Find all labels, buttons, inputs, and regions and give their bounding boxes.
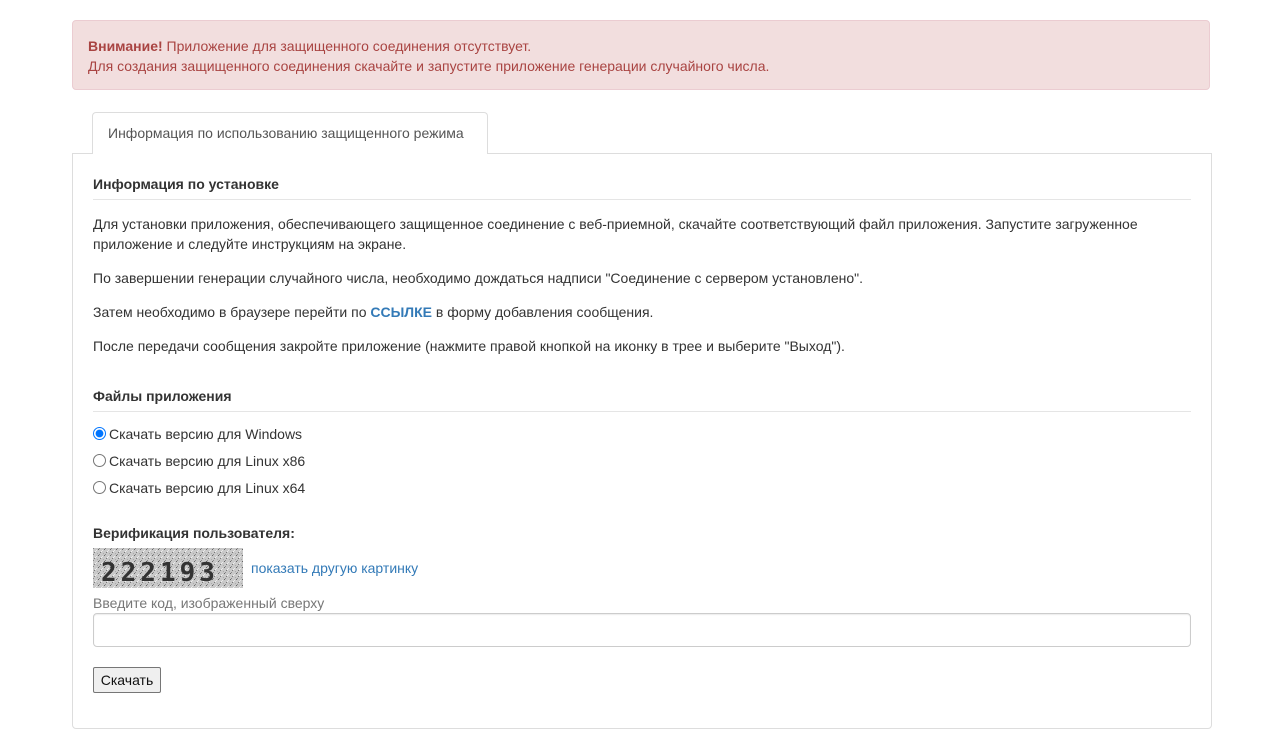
install-heading: Информация по установке [93,176,279,192]
install-divider [93,199,1191,200]
captcha-text: 222193 [101,558,219,588]
para3-text-before: Затем необходимо в браузере перейти по [93,304,371,320]
files-divider [93,411,1191,412]
captcha-input-label: Введите код, изображенный сверху [93,595,325,611]
download-button[interactable]: Скачать [93,667,161,693]
captcha-image [93,548,243,588]
radio-linux-x64-label: Скачать версию для Linux x64 [109,480,306,496]
radio-linux-x86[interactable] [93,454,106,467]
alert-message: Приложение для защищенного соединения отсутствует. [166,38,532,54]
alert-instruction: Для создания защищенного соединения скачайте и запустите приложение генерации случайного числа. [88,58,770,74]
radio-option-linux-x64[interactable] [93,478,305,498]
radio-option-windows[interactable] [93,424,302,444]
radio-windows[interactable] [93,427,106,440]
refresh-captcha-link[interactable]: показать другую картинку [251,560,419,576]
form-link[interactable]: ССЫЛКЕ [370,304,433,320]
radio-windows-label: Скачать версию для Windows [109,426,303,442]
tab-usage-info[interactable]: Информация по использованию защищенного режима [92,112,488,154]
install-para-3 [93,302,1191,322]
radio-linux-x64[interactable] [93,481,106,494]
install-para-4: После передачи сообщения закройте приложение (нажмите правой кнопкой на иконку в трее и выберите "Выход"). [93,338,845,354]
radio-linux-x86-label: Скачать версию для Linux x86 [109,453,306,469]
verify-heading: Верификация пользователя: [93,525,295,541]
captcha-input[interactable] [93,613,1191,647]
radio-option-linux-x86[interactable] [93,451,305,471]
files-heading: Файлы приложения [93,388,232,404]
warning-alert [72,20,1210,90]
alert-title: Внимание! [88,38,163,54]
para3-text-after: в форму добавления сообщения. [432,304,654,320]
install-para-1: Для установки приложения, обеспечивающего защищенное соединение с веб-приемной, скачайте соответствующий файл приложения. Запустите загруженное приложение и следуйте инструкциям на экране. [93,216,1138,252]
install-para-2: По завершении генерации случайного числа, необходимо дождаться надписи "Соединение с сервером установлено". [93,270,864,286]
